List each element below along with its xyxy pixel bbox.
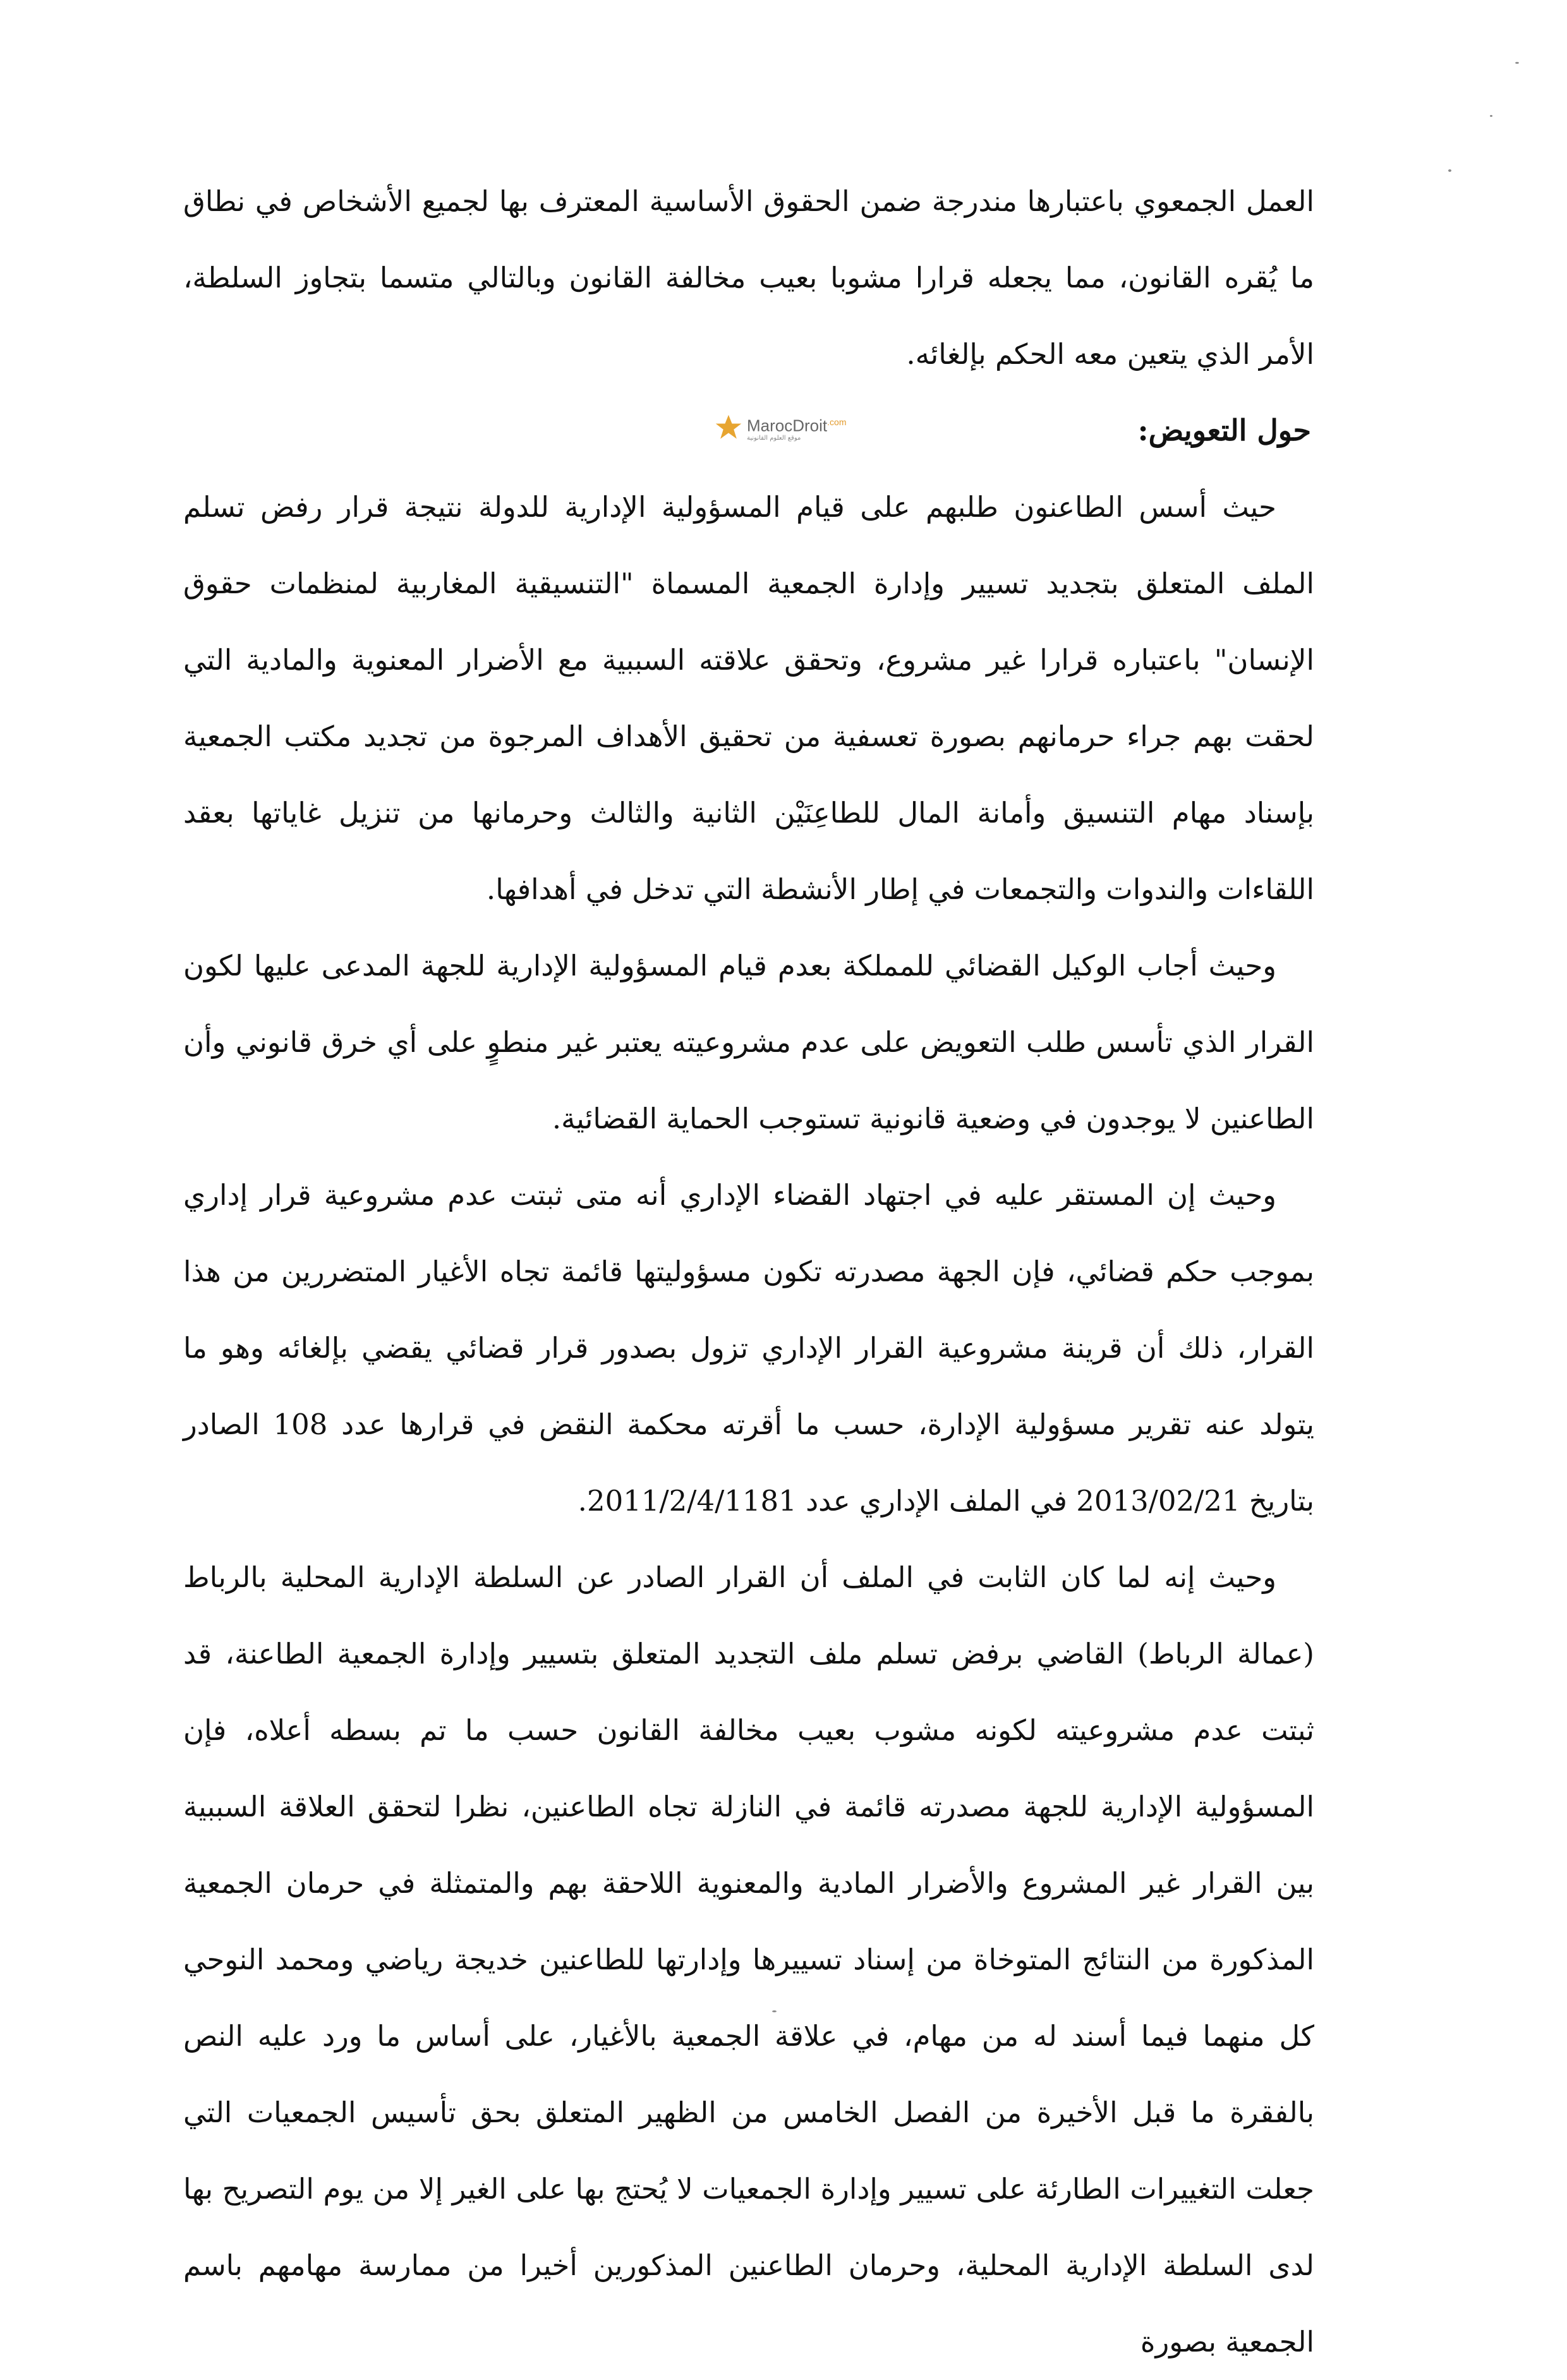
watermark-brand-name: MarocDroit$^{.com}$ [747,416,847,435]
paragraph-continuation: العمل الجمعوي باعتبارها مندرجة ضمن الحقوق الأساسية المعترف بها لجميع الأشخاص في نطاق ما يُقره القانون، مما يجعله قرارا مشوبا بعيب مخالفة القانون وبالتالي متسما بتجاوز السلطة، الأمر الذي يتعين معه الحكم بإلغائه. [183,184,1314,371]
star-icon [714,413,743,442]
paragraph-jurisprudence: وحيث إن المستقر عليه في اجتهاد القضاء الإداري أنه متى ثبتت عدم مشروعية قرار إداري بموجب حكم قضائي، فإن الجهة مصدرته تكون مسؤوليتها قائمة تجاه الأغيار المتضررين من هذا القرار، ذلك أن قرينة مشروعية القرار الإداري تزول بصدور قرار قضائي يقضي بإلغائه وهو ما يتولد عنه تقرير مسؤولية الإدارة، حسب ما أقرته محكمة النقض في قرارها عدد 108 الصادر بتاريخ 2013/02/21 في الملف الإداري عدد 2011/2/4/1181. [183,1178,1314,1518]
document-body [183,163,1314,2380]
scan-speck [1515,62,1519,64]
section-heading-compensation: حول التعويض: [1137,413,1311,447]
paragraph-appellants-claim: حيث أسس الطاعنون طلبهم على قيام المسؤولية الإدارية للدولة نتيجة قرار رفض تسلم الملف المتعلق بتجديد تسيير وإدارة الجمعية المسماة "التنسيقية المغاربية لمنظمات حقوق الإنسان" باعتباره قرارا غير مشروع، وتحقق علاقته السببية مع الأضرار المعنوية والمادية التي لحقت بهم جراء حرمانهم بصورة تعسفية من تحقيق الأهداف المرجوة من تجديد مكتب الجمعية بإسناد مهام التنسيق وأمانة المال للطاعِنَيْن الثانية والثالث وحرمانها من تنزيل غاياتها بعقد اللقاءات والندوات والتجمعات في إطار الأنشطة التي تدخل في أهدافها. [183,490,1314,906]
watermark-brand [747,413,846,442]
paragraph-judicial-agent-response: وحيث أجاب الوكيل القضائي للمملكة بعدم قيام المسؤولية الإدارية للجهة المدعى عليها لكون القرار الذي تأسس طلب التعويض على عدم مشروعيته يعتبر غير منطوٍ على أي خرق قانوني وأن الطاعنين لا يوجدون في وضعية قانونية تستوجب الحماية القضائية. [183,949,1314,1135]
scan-speck [1490,115,1492,117]
marocdroit-watermark-logo [714,406,878,450]
watermark-subtitle: موقع العلوم القانونية [747,434,801,442]
scan-speck [772,2010,777,2012]
scan-speck [1448,169,1451,172]
paragraph-liability-finding: وحيث إنه لما كان الثابت في الملف أن القرار الصادر عن السلطة الإدارية المحلية بالرباط (عمالة الرباط) القاضي برفض تسلم ملف التجديد المتعلق بتسيير وإدارة الجمعية الطاعنة، قد ثبتت عدم مشروعيته لكونه مشوب بعيب مخالفة القانون حسب ما تم بسطه أعلاه، فإن المسؤولية الإدارية للجهة مصدرته قائمة في النازلة تجاه الطاعنين، نظرا لتحقق العلاقة السببية بين القرار غير المشروع والأضرار المادية والمعنوية اللاحقة بهم والمتمثلة في حرمان الجمعية المذكورة من النتائج المتوخاة من إسناد تسييرها وإدارتها للطاعنين خديجة رياضي ومحمد النوحي كل منهما فيما أسند له من مهام، في علاقة الجمعية بالأغيار، على أساس ما ورد عليه النص بالفقرة ما قبل الأخيرة من الفصل الخامس من الظهير المتعلق بحق تأسيس الجمعيات التي جعلت التغييرات الطارئة على تسيير وإدارة الجمعيات لا يُحتج بها على الغير إلا من يوم التصريح بها لدى السلطة الإدارية المحلية، وحرمان الطاعنين المذكورين أخيرا من ممارسة مهامهم باسم الجمعية بصورة [183,1561,1314,2359]
